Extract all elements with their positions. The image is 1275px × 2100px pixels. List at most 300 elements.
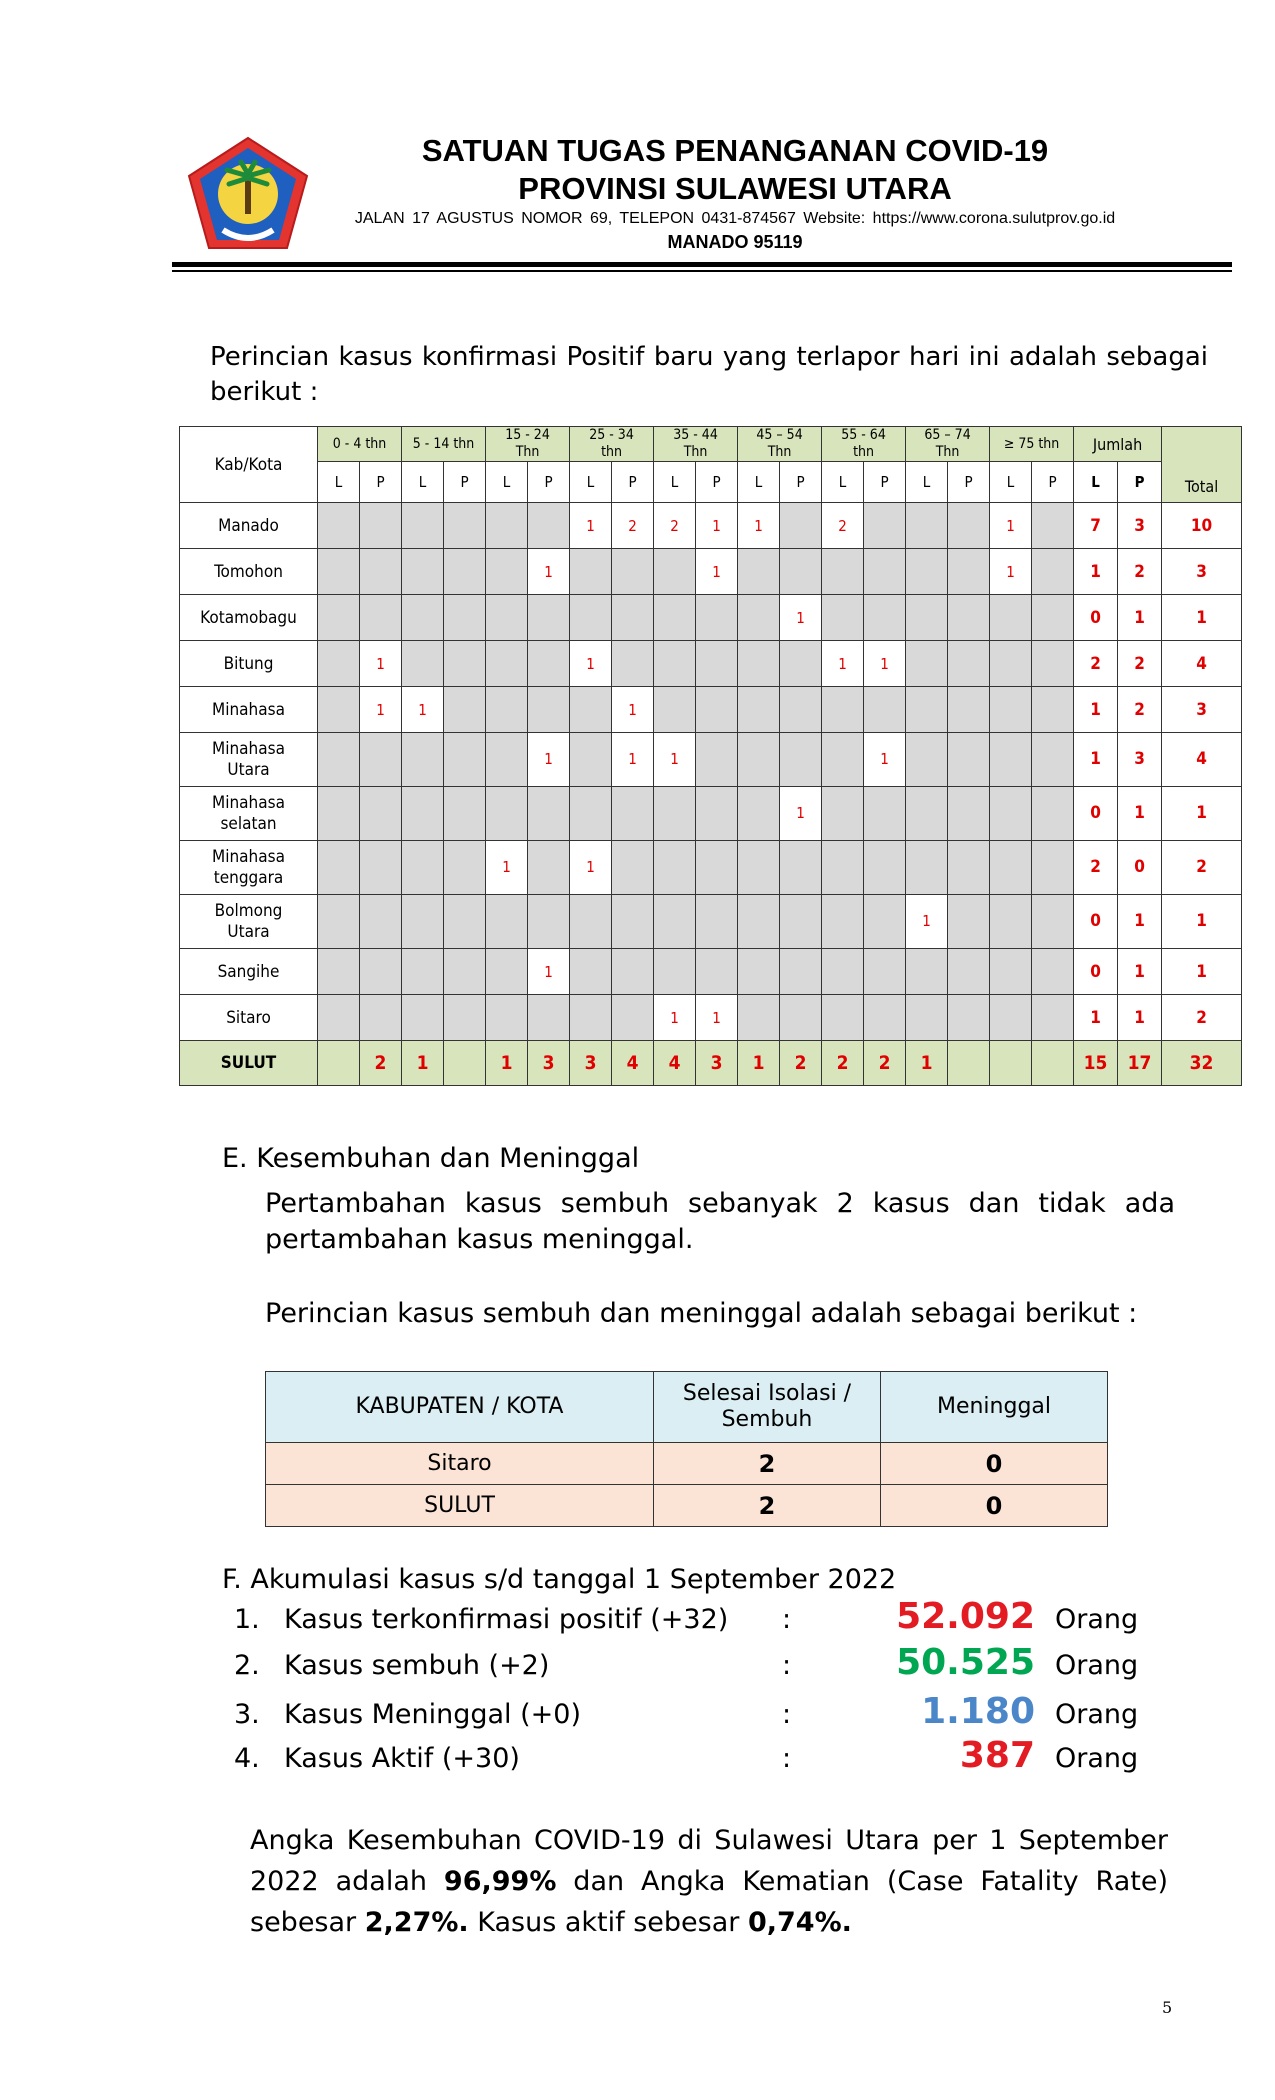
case-count-cell — [486, 733, 528, 787]
case-count-cell — [780, 841, 822, 895]
region-cell — [180, 733, 318, 787]
table-row — [266, 1485, 1108, 1527]
case-count-cell — [822, 549, 864, 595]
case-count-cell — [780, 733, 822, 787]
case-count-cell — [780, 503, 822, 549]
footer-count-cell: 3 — [696, 1041, 738, 1086]
case-count-cell: 1 — [864, 733, 906, 787]
region-name: Tomohon — [214, 561, 283, 582]
case-count-cell — [906, 595, 948, 641]
case-count-cell — [612, 895, 654, 949]
column-header-sum: Jumlah — [1074, 427, 1162, 462]
table-row — [180, 995, 1242, 1041]
case-count-cell — [486, 641, 528, 687]
case-count-cell — [612, 641, 654, 687]
column-header-age-group — [906, 427, 990, 462]
case-count-cell — [528, 595, 570, 641]
region-cell — [180, 895, 318, 949]
column-header-recovered: Selesai Isolasi / Sembuh — [654, 1372, 881, 1443]
sex-label: P — [864, 462, 906, 503]
case-count-cell — [486, 949, 528, 995]
section-e-intro: Perincian kasus sembuh dan meninggal adalah sebagai berikut : — [265, 1298, 1138, 1329]
case-count-cell: 1 — [612, 733, 654, 787]
region-name: Utara — [227, 759, 270, 780]
sex-label: P — [612, 462, 654, 503]
case-count-cell: 1 — [528, 549, 570, 595]
total-cell: 3 — [1162, 549, 1242, 595]
region-name: Bolmong — [214, 900, 283, 921]
sum-male-cell: 1 — [1074, 549, 1118, 595]
sum-male-cell: 1 — [1074, 687, 1118, 733]
page-number: 5 — [1162, 1998, 1173, 2017]
item-colon: : — [782, 1743, 792, 1774]
table-row — [180, 895, 1242, 949]
sex-label: P — [360, 462, 402, 503]
column-header-age-group — [402, 427, 486, 462]
cumulative-item-recovered — [0, 1642, 1275, 1690]
case-count-cell — [528, 787, 570, 841]
age-group-label: 25 - 34 — [589, 427, 634, 443]
case-count-cell — [444, 995, 486, 1041]
case-count-cell — [864, 841, 906, 895]
case-count-cell — [948, 949, 990, 995]
closing-text: Angka Kesembuhan COVID-19 di Sulawesi Utara per 1 September 2022 adalah — [250, 1825, 1168, 1897]
case-count-cell — [906, 995, 948, 1041]
footer-count-cell: 2 — [864, 1041, 906, 1086]
footer-count-cell — [948, 1041, 990, 1086]
sum-sex-label: P — [1118, 462, 1162, 503]
region-name: Bitung — [223, 653, 274, 674]
case-count-cell — [612, 841, 654, 895]
footer-sum-female: 17 — [1118, 1041, 1162, 1086]
case-count-cell — [864, 503, 906, 549]
region-name: Sangihe — [217, 961, 280, 982]
case-count-cell — [948, 787, 990, 841]
case-count-cell — [1032, 595, 1074, 641]
table-row — [180, 949, 1242, 995]
recovered-cell: 2 — [654, 1485, 881, 1527]
case-count-cell — [654, 687, 696, 733]
cumulative-item-active — [0, 1735, 1275, 1783]
sex-label: P — [948, 462, 990, 503]
case-count-cell — [864, 949, 906, 995]
case-count-cell: 1 — [612, 687, 654, 733]
total-cell: 1 — [1162, 595, 1242, 641]
sum-male-cell: 0 — [1074, 595, 1118, 641]
footer-count-cell: 3 — [528, 1041, 570, 1086]
region-cell — [180, 641, 318, 687]
table-row — [180, 687, 1242, 733]
footer-count-cell: 1 — [906, 1041, 948, 1086]
region-name: Minahasa — [212, 846, 285, 867]
case-count-cell — [990, 641, 1032, 687]
case-count-cell — [696, 949, 738, 995]
provincial-emblem-icon — [183, 134, 313, 254]
footer-count-cell: 4 — [612, 1041, 654, 1086]
case-count-cell — [528, 895, 570, 949]
case-count-cell: 2 — [612, 503, 654, 549]
case-count-cell — [612, 995, 654, 1041]
region-cell — [180, 995, 318, 1041]
item-number: 1. — [234, 1604, 260, 1635]
column-header-region: KABUPATEN / KOTA — [266, 1372, 654, 1443]
sex-label: P — [696, 462, 738, 503]
item-label: Kasus Meninggal (+0) — [284, 1699, 582, 1730]
column-header-age-group — [654, 427, 738, 462]
sum-male-cell: 0 — [1074, 895, 1118, 949]
case-count-cell — [612, 787, 654, 841]
case-count-cell — [402, 595, 444, 641]
case-count-cell — [780, 995, 822, 1041]
total-cell: 3 — [1162, 687, 1242, 733]
case-count-cell — [444, 549, 486, 595]
age-group-label: 65 – 74 — [924, 427, 971, 443]
closing-text: dan Angka Kematian (Case Fatality Rate) sebesar — [250, 1866, 1168, 1938]
case-count-cell — [822, 733, 864, 787]
case-count-cell — [318, 503, 360, 549]
age-group-unit: Thn — [683, 444, 708, 460]
footer-count-cell: 2 — [780, 1041, 822, 1086]
sum-female-cell: 2 — [1118, 549, 1162, 595]
column-header-age-group — [486, 427, 570, 462]
case-count-cell — [360, 595, 402, 641]
fatality-rate: 2,27%. — [364, 1907, 469, 1938]
age-group-label: 15 - 24 — [505, 427, 550, 443]
case-count-cell — [528, 687, 570, 733]
sex-label: L — [570, 462, 612, 503]
case-count-cell — [570, 787, 612, 841]
case-count-cell: 1 — [864, 641, 906, 687]
case-count-cell: 1 — [990, 549, 1032, 595]
case-count-cell — [822, 995, 864, 1041]
case-count-cell — [948, 687, 990, 733]
case-count-cell — [906, 949, 948, 995]
column-header-age-group — [318, 427, 402, 462]
case-count-cell — [654, 595, 696, 641]
case-count-cell: 1 — [570, 641, 612, 687]
case-count-cell — [780, 641, 822, 687]
case-count-cell — [570, 687, 612, 733]
case-count-cell — [864, 787, 906, 841]
case-count-cell — [402, 549, 444, 595]
sex-label: P — [1032, 462, 1074, 503]
sex-label: L — [822, 462, 864, 503]
case-count-cell: 2 — [654, 503, 696, 549]
case-count-cell: 1 — [696, 995, 738, 1041]
age-group-label: 0 - 4 thn — [332, 435, 387, 452]
total-cell: 1 — [1162, 949, 1242, 995]
case-count-cell — [780, 949, 822, 995]
age-group-unit: thn — [853, 444, 874, 460]
deaths-cell: 0 — [881, 1485, 1108, 1527]
case-count-cell — [1032, 733, 1074, 787]
case-count-cell — [990, 995, 1032, 1041]
case-count-cell — [906, 733, 948, 787]
case-count-cell — [990, 841, 1032, 895]
sum-male-cell: 1 — [1074, 733, 1118, 787]
org-title: SATUAN TUGAS PENANGANAN COVID-19 — [421, 133, 1049, 168]
item-label: Kasus terkonfirmasi positif (+32) — [284, 1604, 729, 1635]
case-count-cell — [864, 895, 906, 949]
sum-female-cell: 3 — [1118, 503, 1162, 549]
age-group-label: 45 – 54 — [756, 427, 803, 443]
table-header-row — [266, 1372, 1108, 1443]
footer-count-cell: 4 — [654, 1041, 696, 1086]
case-count-cell: 1 — [486, 841, 528, 895]
footer-count-cell: 1 — [486, 1041, 528, 1086]
cumulative-item-confirmed — [0, 1596, 1275, 1644]
footer-count-cell — [990, 1041, 1032, 1086]
case-count-cell — [570, 733, 612, 787]
case-count-cell — [654, 895, 696, 949]
cases-by-age-table — [179, 426, 1242, 1086]
case-count-cell — [486, 595, 528, 641]
intro-paragraph: Perincian kasus konfirmasi Positif baru yang terlapor hari ini adalah sebagai berikut : — [210, 342, 1208, 407]
table-header-row — [180, 427, 1242, 462]
case-count-cell — [948, 895, 990, 949]
case-count-cell: 1 — [654, 995, 696, 1041]
column-header-age-group — [990, 427, 1074, 462]
cumulative-item-deaths — [0, 1691, 1275, 1739]
case-count-cell — [402, 641, 444, 687]
sex-label: L — [402, 462, 444, 503]
case-count-cell — [780, 895, 822, 949]
case-count-cell — [318, 595, 360, 641]
footer-sum-male: 15 — [1074, 1041, 1118, 1086]
case-count-cell — [1032, 949, 1074, 995]
case-count-cell — [738, 895, 780, 949]
column-header-total — [1162, 427, 1242, 503]
item-value: 52.092 — [896, 1596, 1035, 1637]
footer-count-cell — [444, 1041, 486, 1086]
case-count-cell: 1 — [528, 949, 570, 995]
item-value: 387 — [959, 1735, 1035, 1776]
total-cell: 2 — [1162, 841, 1242, 895]
item-colon: : — [782, 1650, 792, 1681]
case-count-cell: 1 — [696, 549, 738, 595]
case-count-cell — [318, 841, 360, 895]
case-count-cell — [864, 687, 906, 733]
sum-female-cell: 3 — [1118, 733, 1162, 787]
table-row — [180, 595, 1242, 641]
case-count-cell — [780, 687, 822, 733]
case-count-cell — [486, 895, 528, 949]
closing-paragraph — [250, 1820, 1168, 1943]
case-count-cell: 1 — [780, 787, 822, 841]
case-count-cell — [570, 895, 612, 949]
item-unit: Orang — [1055, 1743, 1139, 1774]
sum-female-cell: 1 — [1118, 895, 1162, 949]
section-f-heading: F. Akumulasi kasus s/d tanggal 1 September 2022 — [222, 1564, 897, 1595]
case-count-cell — [402, 995, 444, 1041]
case-count-cell: 1 — [528, 733, 570, 787]
recovery-death-table — [265, 1371, 1108, 1527]
region-cell — [180, 595, 318, 641]
table-row — [180, 549, 1242, 595]
case-count-cell — [444, 733, 486, 787]
section-e-paragraph: Pertambahan kasus sembuh sebanyak 2 kasus dan tidak ada pertambahan kasus meninggal. — [265, 1188, 1175, 1255]
sum-male-cell: 7 — [1074, 503, 1118, 549]
case-count-cell — [990, 733, 1032, 787]
sex-label: L — [318, 462, 360, 503]
age-group-unit: Thn — [767, 444, 792, 460]
region-cell — [180, 841, 318, 895]
case-count-cell — [486, 503, 528, 549]
case-count-cell — [822, 841, 864, 895]
case-count-cell — [444, 641, 486, 687]
table-subheader-row — [180, 462, 1242, 503]
case-count-cell — [612, 949, 654, 995]
case-count-cell — [738, 687, 780, 733]
case-count-cell — [486, 687, 528, 733]
age-group-label: 5 - 14 thn — [412, 435, 475, 452]
total-cell: 10 — [1162, 503, 1242, 549]
case-count-cell — [570, 949, 612, 995]
case-count-cell — [444, 949, 486, 995]
age-group-unit: thn — [601, 444, 622, 460]
case-count-cell — [1032, 895, 1074, 949]
case-count-cell — [696, 787, 738, 841]
footer-count-cell — [318, 1041, 360, 1086]
sex-label: P — [444, 462, 486, 503]
case-count-cell — [990, 787, 1032, 841]
footer-count-cell: 3 — [570, 1041, 612, 1086]
region-name: Minahasa — [212, 699, 285, 720]
case-count-cell: 1 — [822, 641, 864, 687]
case-count-cell: 1 — [570, 503, 612, 549]
sum-female-cell: 2 — [1118, 641, 1162, 687]
case-count-cell — [696, 641, 738, 687]
case-count-cell — [444, 787, 486, 841]
item-unit: Orang — [1055, 1604, 1139, 1635]
deaths-cell: 0 — [881, 1443, 1108, 1485]
table-row — [180, 641, 1242, 687]
case-count-cell — [318, 787, 360, 841]
region-cell: Sitaro — [266, 1443, 654, 1485]
case-count-cell: 1 — [696, 503, 738, 549]
case-count-cell — [654, 787, 696, 841]
case-count-cell — [1032, 841, 1074, 895]
case-count-cell — [696, 841, 738, 895]
case-count-cell — [528, 841, 570, 895]
column-header-age-group — [822, 427, 906, 462]
case-count-cell — [990, 595, 1032, 641]
case-count-cell — [1032, 687, 1074, 733]
sex-label: L — [906, 462, 948, 503]
case-count-cell — [318, 895, 360, 949]
case-count-cell: 1 — [570, 841, 612, 895]
case-count-cell — [444, 841, 486, 895]
case-count-cell — [990, 687, 1032, 733]
case-count-cell — [360, 733, 402, 787]
recovered-cell: 2 — [654, 1443, 881, 1485]
case-count-cell — [360, 949, 402, 995]
total-cell: 4 — [1162, 733, 1242, 787]
table-row — [266, 1443, 1108, 1485]
case-count-cell — [654, 549, 696, 595]
closing-text: Kasus aktif sebesar — [468, 1907, 748, 1938]
case-count-cell — [444, 895, 486, 949]
sum-female-cell: 2 — [1118, 687, 1162, 733]
case-count-cell — [864, 595, 906, 641]
item-label: Kasus Aktif (+30) — [284, 1743, 520, 1774]
column-header-region: Kab/Kota — [180, 427, 318, 503]
case-count-cell — [570, 549, 612, 595]
case-count-cell — [402, 895, 444, 949]
case-count-cell — [948, 733, 990, 787]
region-name: Manado — [218, 515, 279, 536]
sum-male-cell: 2 — [1074, 841, 1118, 895]
age-group-label: 55 - 64 — [841, 427, 886, 443]
case-count-cell — [906, 841, 948, 895]
region-name: Sitaro — [226, 1007, 271, 1028]
region-name: Utara — [227, 921, 270, 942]
case-count-cell — [486, 549, 528, 595]
case-count-cell — [906, 687, 948, 733]
case-count-cell — [906, 641, 948, 687]
sum-female-cell: 1 — [1118, 995, 1162, 1041]
footer-total: 32 — [1162, 1041, 1242, 1086]
region-cell — [180, 949, 318, 995]
case-count-cell: 1 — [738, 503, 780, 549]
sum-male-cell: 0 — [1074, 949, 1118, 995]
case-count-cell — [528, 641, 570, 687]
case-count-cell — [486, 787, 528, 841]
case-count-cell — [696, 895, 738, 949]
case-count-cell — [318, 641, 360, 687]
section-e-heading: E. Kesembuhan dan Meninggal — [222, 1143, 640, 1174]
item-number: 3. — [234, 1699, 260, 1730]
header-divider — [172, 262, 1232, 267]
header-divider-thin — [172, 270, 1232, 272]
case-count-cell: 1 — [990, 503, 1032, 549]
sex-label: L — [738, 462, 780, 503]
item-unit: Orang — [1055, 1650, 1139, 1681]
case-count-cell — [612, 549, 654, 595]
case-count-cell — [1032, 995, 1074, 1041]
case-count-cell: 1 — [780, 595, 822, 641]
case-count-cell: 1 — [360, 687, 402, 733]
region-name: Kotamobagu — [200, 607, 297, 628]
table-row — [180, 787, 1242, 841]
total-cell: 2 — [1162, 995, 1242, 1041]
sum-male-cell: 0 — [1074, 787, 1118, 841]
age-group-label: ≥ 75 thn — [1003, 435, 1060, 452]
case-count-cell — [1032, 641, 1074, 687]
total-cell: 1 — [1162, 895, 1242, 949]
case-count-cell — [948, 841, 990, 895]
case-count-cell — [486, 995, 528, 1041]
case-count-cell — [696, 733, 738, 787]
case-count-cell — [906, 787, 948, 841]
org-subtitle: PROVINSI SULAWESI UTARA — [518, 171, 952, 206]
footer-count-cell: 1 — [738, 1041, 780, 1086]
sum-female-cell: 1 — [1118, 787, 1162, 841]
case-count-cell — [318, 733, 360, 787]
case-count-cell — [318, 949, 360, 995]
case-count-cell — [822, 787, 864, 841]
case-count-cell — [948, 503, 990, 549]
case-count-cell — [738, 641, 780, 687]
case-count-cell — [1032, 503, 1074, 549]
case-count-cell — [738, 733, 780, 787]
case-count-cell — [570, 595, 612, 641]
case-count-cell — [402, 949, 444, 995]
table-row — [180, 733, 1242, 787]
case-count-cell — [402, 733, 444, 787]
case-count-cell — [360, 549, 402, 595]
sex-label: L — [990, 462, 1032, 503]
